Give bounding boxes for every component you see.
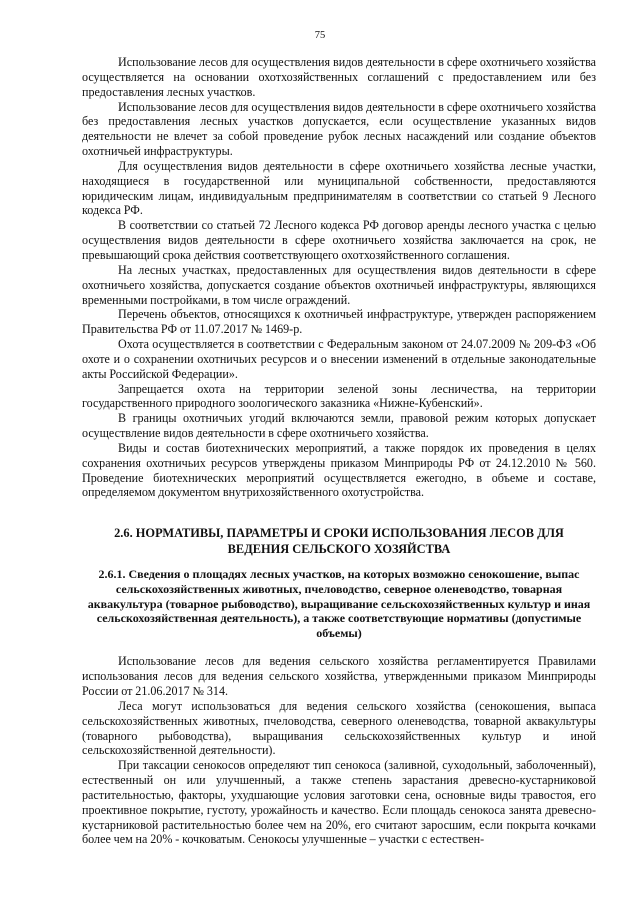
body-text-top xyxy=(82,55,596,500)
paragraph: В соответствии со статьей 72 Лесного кодекса РФ договор аренды лесного участка с целью осуществления видов деятельности в сфере охотничьего хозяйства заключается на срок, не превышающий срока действия соответствующего охотхозяйственного соглашения. xyxy=(82,218,596,262)
page-number: 75 xyxy=(314,30,326,41)
body-text-bottom xyxy=(82,654,596,847)
paragraph: На лесных участках, предоставленных для осуществления видов деятельности в сфере охотничьего хозяйства, допускается создание объектов охотничьей инфраструктуры, являющихся временными постройками, в том числе ограждений. xyxy=(82,262,596,307)
paragraph: Перечень объектов, относящихся к охотничьей инфраструктуре, утвержден распоряжением Правительства РФ от 11.07.2017 № 1469-р. xyxy=(82,307,596,337)
paragraph: Для осуществления видов деятельности в сфере охотничьего хозяйства лесные участки, находящиеся в государственной или муниципальной собственности, предоставляются юридическим лицам, индивидуальным предпринимателям в соответствии со статьей 9 Лесного кодекса РФ. xyxy=(82,158,596,218)
paragraph: В границы охотничьих угодий включаются земли, правовой режим которых допускает осуществление видов деятельности в сфере охотничьего хозяйства. xyxy=(82,411,596,441)
paragraph: Использование лесов для ведения сельского хозяйства регламентируется Правилами использования лесов для ведения сельского хозяйства, утвержденными приказом Минприроды России от 21.06.2017 № 314. xyxy=(82,654,596,698)
paragraph: При таксации сенокосов определяют тип сенокоса (заливной, суходольный, заболоченный), естественный он или улучшенный, а также степень зарастания древесно-кустарниковой растительностью, факторы, ухудшающие условия заготовки сена, основные виды травостоя, его проективное покрытие, густоту, урожайность и качество. Если площадь сенокоса занята древесно-кустарниковой растительностью более чем на 20%, его считают заросшим, если покрыта кочками более чем на 20% - кочковатым. Сенокосы улучшенные – участки с естествен- xyxy=(82,758,596,847)
paragraph: Виды и состав биотехнических мероприятий, а также порядок их проведения в целях сохранения охотничьих ресурсов утверждены приказом Минприроды РФ от 24.12.2010 № 560. Проведение биотехнических мероприятий осуществляется ежегодно, в объеме и составе, определяемом документом внутрихозяйственного охотустройства. xyxy=(82,440,596,500)
paragraph: Использование лесов для осуществления видов деятельности в сфере охотничьего хозяйства без предоставления лесных участков допускается, если осуществление указанных видов деятельности не влечет за собой проведение рубок лесных насаждений или создание объектов охотничьей инфраструктуры. xyxy=(82,99,596,159)
paragraph: Запрещается охота на территории зеленой зоны лесничества, на территории государственного природного зоологического заказника «Нижне-Кубенский». xyxy=(82,381,596,411)
paragraph: Охота осуществляется в соответствии с Федеральным законом от 24.07.2009 № 209-ФЗ «Об охоте и о сохранении охотничьих ресурсов и о внесении изменений в отдельные законодательные акты Российской Федерации». xyxy=(82,337,596,381)
section-heading: 2.6. НОРМАТИВЫ, ПАРАМЕТРЫ И СРОКИ ИСПОЛЬЗОВАНИЯ ЛЕСОВ ДЛЯ ВЕДЕНИЯ СЕЛЬСКОГО ХОЗЯЙСТВА xyxy=(114,526,564,556)
subsection-heading: 2.6.1. Сведения о площадях лесных участков, на которых возможно сенокошение, выпас сельскохозяйственных животных, пчеловодство, северное оленеводство, товарная аквакультура (товарное рыбоводство), выращивание сельскохозяйственных культур и иная сельскохозяйственная деятельность), а также соответствующие нормативы (допустимые объемы) xyxy=(87,567,591,640)
paragraph: Использование лесов для осуществления видов деятельности в сфере охотничьего хозяйства осуществляется на основании охотхозяйственных соглашений с предоставлением или без предоставления лесных участков. xyxy=(82,55,596,99)
paragraph: Леса могут использоваться для ведения сельского хозяйства (сенокошения, выпаса сельскохозяйственных животных, пчеловодства, северного оленеводства, товарной аквакультуры (товарного рыбоводства), выращивания сельскохозяйственных культур и иной сельскохозяйственной деятельности). xyxy=(82,698,596,758)
